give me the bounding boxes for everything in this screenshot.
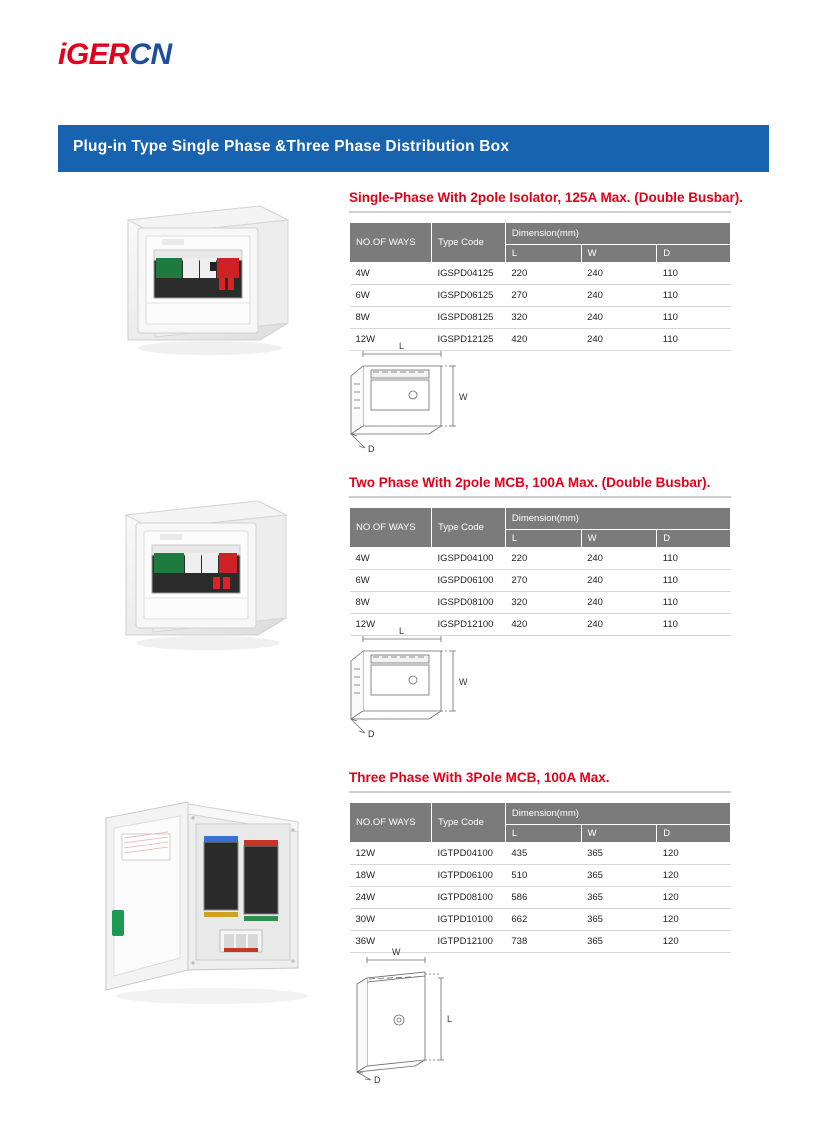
svg-text:L: L	[399, 341, 405, 351]
cell-d: 120	[657, 887, 731, 909]
svg-text:W: W	[459, 392, 468, 402]
table-header-dimension: Dimension(mm)	[505, 803, 730, 825]
svg-text:D: D	[368, 729, 375, 739]
cell-w: 240	[581, 614, 657, 636]
cell-type: IGSPD06100	[431, 570, 505, 592]
cell-w: 240	[581, 329, 657, 351]
table-row	[350, 285, 731, 307]
cell-ways: 4W	[350, 548, 432, 570]
cell-d: 110	[657, 263, 731, 285]
table-header-l: L	[505, 825, 581, 843]
table-header-ways: NO.OF WAYS	[350, 803, 432, 843]
table-header-d: D	[657, 245, 731, 263]
cell-w: 240	[581, 307, 657, 329]
cell-l: 320	[505, 592, 581, 614]
table-row	[350, 548, 731, 570]
cell-d: 120	[657, 931, 731, 953]
table-header-w: W	[581, 245, 657, 263]
section-title: Two Phase With 2pole MCB, 100A Max. (Double Busbar).	[349, 475, 711, 490]
cell-w: 240	[581, 263, 657, 285]
cell-l: 586	[505, 887, 581, 909]
table-header-type-code: Type Code	[431, 223, 505, 263]
svg-text:W: W	[459, 677, 468, 687]
cell-type: IGTPD10100	[431, 909, 505, 931]
cell-l: 510	[505, 865, 581, 887]
table-header-ways: NO.OF WAYS	[350, 508, 432, 548]
cell-w: 365	[581, 843, 657, 865]
page-title: Plug-in Type Single Phase &Three Phase Distribution Box	[73, 138, 510, 155]
cell-l: 220	[505, 263, 581, 285]
cell-ways: 36W	[350, 931, 432, 953]
cell-w: 365	[581, 931, 657, 953]
table-row	[350, 887, 731, 909]
cell-d: 110	[657, 548, 731, 570]
cell-d: 110	[657, 570, 731, 592]
cell-ways: 4W	[350, 263, 432, 285]
cell-w: 365	[581, 887, 657, 909]
cell-type: IGSPD08125	[431, 307, 505, 329]
cell-d: 110	[657, 329, 731, 351]
table-header-w: W	[581, 825, 657, 843]
cell-w: 365	[581, 865, 657, 887]
cell-w: 365	[581, 909, 657, 931]
table-row	[350, 263, 731, 285]
cell-l: 420	[505, 614, 581, 636]
cell-type: IGSPD12125	[431, 329, 505, 351]
cell-d: 110	[657, 307, 731, 329]
table-header-ways: NO.OF WAYS	[350, 223, 432, 263]
section-title-divider	[349, 211, 731, 213]
svg-text:L: L	[447, 1014, 453, 1024]
cell-ways: 8W	[350, 592, 432, 614]
spec-table	[349, 802, 731, 953]
cell-type: IGSPD04100	[431, 548, 505, 570]
dimension-drawing-two-phase	[349, 625, 489, 740]
cell-l: 738	[505, 931, 581, 953]
cell-ways: 24W	[350, 887, 432, 909]
cell-w: 240	[581, 570, 657, 592]
cell-l: 320	[505, 307, 581, 329]
spec-table	[349, 507, 731, 636]
product-photo-single-phase	[110, 198, 305, 358]
table-header-dimension: Dimension(mm)	[505, 508, 730, 530]
cell-l: 662	[505, 909, 581, 931]
cell-l: 435	[505, 843, 581, 865]
cell-type: IGSPD08100	[431, 592, 505, 614]
dimension-drawing-single-phase	[349, 340, 489, 455]
table-row	[350, 592, 731, 614]
cell-d: 110	[657, 285, 731, 307]
cell-type: IGSPD06125	[431, 285, 505, 307]
cell-ways: 18W	[350, 865, 432, 887]
cell-w: 240	[581, 592, 657, 614]
cell-d: 120	[657, 909, 731, 931]
table-header-l: L	[505, 245, 581, 263]
table-row	[350, 909, 731, 931]
section-title: Three Phase With 3Pole MCB, 100A Max.	[349, 770, 610, 785]
cell-ways: 6W	[350, 285, 432, 307]
cell-d: 120	[657, 865, 731, 887]
table-header-w: W	[581, 530, 657, 548]
page-title-banner	[58, 125, 769, 172]
cell-l: 270	[505, 285, 581, 307]
table-header-d: D	[657, 530, 731, 548]
product-photo-three-phase	[92, 798, 322, 1008]
cell-type: IGTPD12100	[431, 931, 505, 953]
dimension-drawing-three-phase	[349, 948, 489, 1083]
table-row	[350, 843, 731, 865]
cell-ways: 8W	[350, 307, 432, 329]
spec-table	[349, 222, 731, 351]
cell-type: IGTPD08100	[431, 887, 505, 909]
table-header-type-code: Type Code	[431, 803, 505, 843]
table-header-l: L	[505, 530, 581, 548]
table-header-d: D	[657, 825, 731, 843]
cell-ways: 12W	[350, 614, 432, 636]
cell-d: 110	[657, 592, 731, 614]
table-header-type-code: Type Code	[431, 508, 505, 548]
section-title-divider	[349, 791, 731, 793]
cell-type: IGTPD04100	[431, 843, 505, 865]
cell-l: 270	[505, 570, 581, 592]
cell-l: 220	[505, 548, 581, 570]
section-title-divider	[349, 496, 731, 498]
table-row	[350, 307, 731, 329]
brand-logo-text-b: CN	[129, 38, 172, 71]
svg-text:W: W	[392, 948, 401, 957]
brand-logo-text-a: iGER	[58, 38, 130, 71]
table-row	[350, 865, 731, 887]
cell-w: 240	[581, 548, 657, 570]
cell-l: 420	[505, 329, 581, 351]
svg-text:D: D	[374, 1075, 381, 1083]
cell-w: 240	[581, 285, 657, 307]
svg-text:D: D	[368, 444, 375, 454]
cell-ways: 30W	[350, 909, 432, 931]
cell-d: 110	[657, 614, 731, 636]
table-header-dimension: Dimension(mm)	[505, 223, 730, 245]
table-row	[350, 570, 731, 592]
cell-d: 120	[657, 843, 731, 865]
svg-text:L: L	[399, 626, 405, 636]
cell-type: IGTPD06100	[431, 865, 505, 887]
section-title: Single-Phase With 2pole Isolator, 125A Max. (Double Busbar).	[349, 190, 743, 205]
product-photo-two-phase	[108, 493, 303, 653]
cell-type: IGSPD04125	[431, 263, 505, 285]
cell-type: IGSPD12100	[431, 614, 505, 636]
cell-ways: 12W	[350, 329, 432, 351]
brand-logo	[58, 38, 172, 72]
cell-ways: 6W	[350, 570, 432, 592]
cell-ways: 12W	[350, 843, 432, 865]
